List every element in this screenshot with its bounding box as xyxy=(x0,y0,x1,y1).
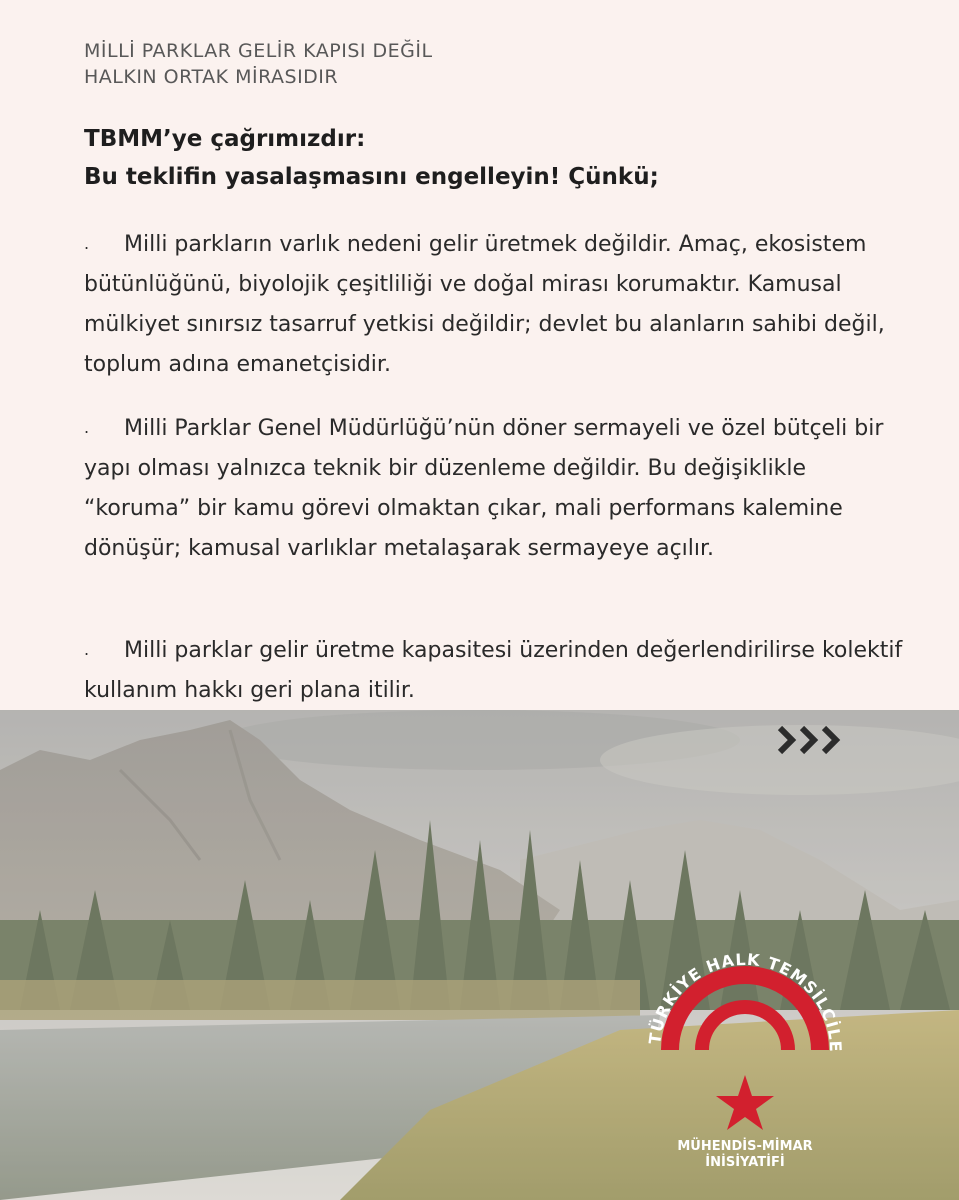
paragraph-text: Milli parklar gelir üretme kapasitesi üzerinden değerlendirilirse kolektif kullanım hakkı geri plana itilir. xyxy=(84,638,903,703)
call-line-1: TBMM’ye çağrımızdır: xyxy=(84,126,366,152)
paragraph-1 xyxy=(84,224,904,385)
logo-line-1: MÜHENDİS-MİMAR xyxy=(677,1139,813,1154)
bullet-icon: . xyxy=(84,234,90,253)
triple-chevron-right-icon[interactable] xyxy=(776,720,848,764)
star-icon xyxy=(716,1075,774,1130)
header-line-1: MİLLİ PARKLAR GELİR KAPISI DEĞİL xyxy=(84,40,433,62)
logo-line-2: İNİSİYATİFİ xyxy=(705,1155,785,1170)
paragraph-text: Milli parkların varlık nedeni gelir üretmek değildir. Amaç, ekosistem bütünlüğünü, biyolojik çeşitliliği ve doğal mirası korumaktır. Kamusal mülkiyet sınırsız tasarruf yetkisi değildir; devlet bu alanların sahibi değil, toplum adına emanetçisidir. xyxy=(84,232,885,377)
bullet-icon: . xyxy=(84,418,90,437)
paragraph-3 xyxy=(84,630,904,711)
page-header xyxy=(84,38,433,90)
organization-logo xyxy=(640,820,850,1170)
paragraph-2 xyxy=(84,408,904,569)
call-line-2: Bu teklifin yasalaşmasını engelleyin! Çünkü; xyxy=(84,164,659,190)
paragraph-text: Milli Parklar Genel Müdürlüğü’nün döner sermayeli ve özel bütçeli bir yapı olması yalnızca teknik bir düzenleme değildir. Bu değişiklikle “koruma” bir kamu görevi olmaktan çıkar, mali performans kalemine dönüşür; kamusal varlıklar metalaşarak sermayeye açılır. xyxy=(84,416,884,561)
header-line-2: HALKIN ORTAK MİRASIDIR xyxy=(84,66,339,88)
call-heading xyxy=(84,120,659,196)
logo-arc-text: TÜRKİYE HALK TEMSİLCİLE xyxy=(645,949,846,1053)
bullet-icon: . xyxy=(84,640,90,659)
